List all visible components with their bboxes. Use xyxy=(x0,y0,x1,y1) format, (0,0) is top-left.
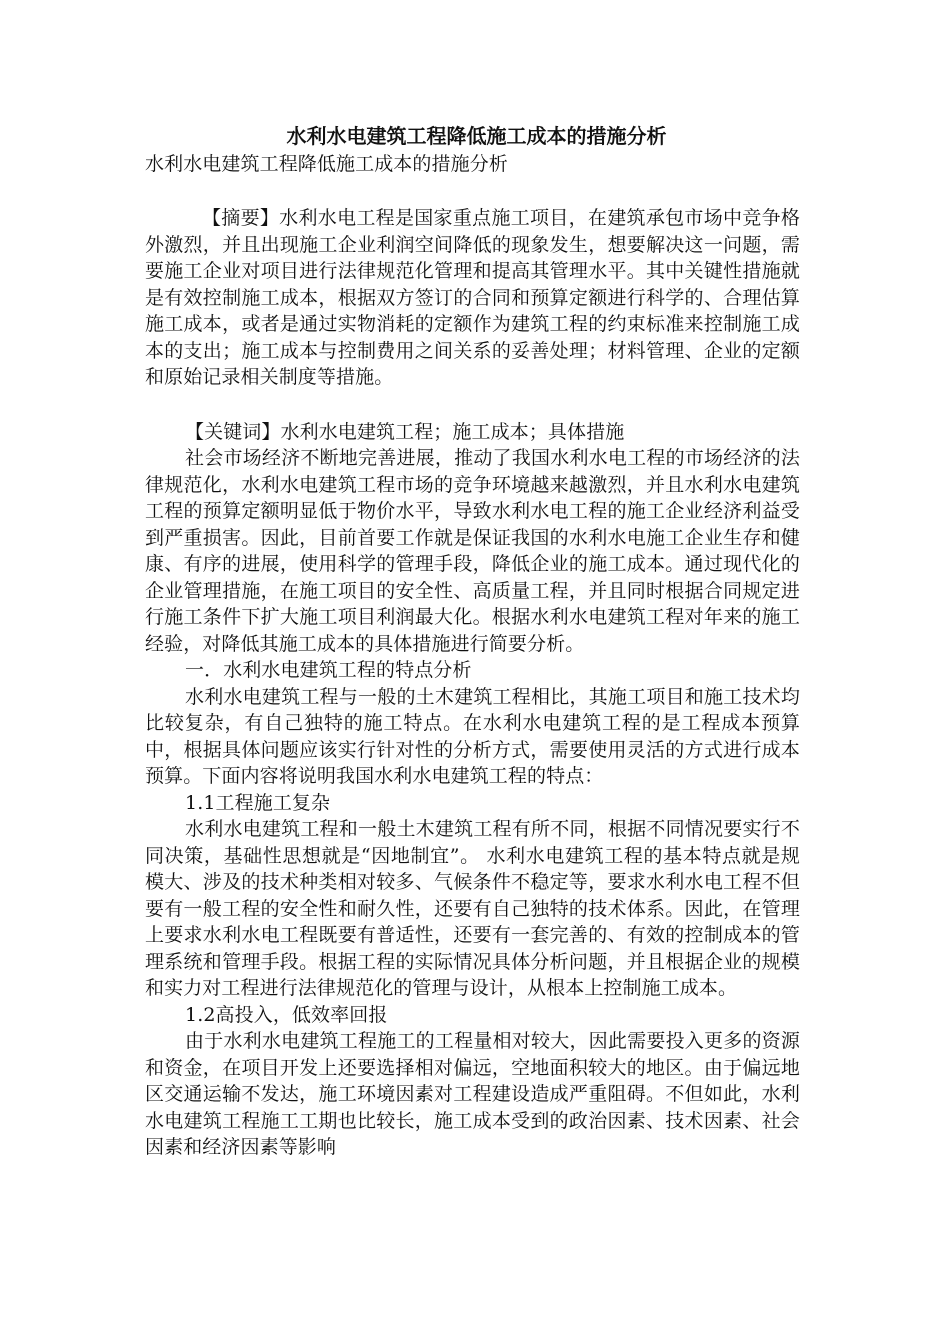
subsection-1-1-heading: 1.1工程施工复杂 xyxy=(185,791,331,814)
intro-paragraph: 社会市场经济不断地完善进展，推动了我国水利水电工程的市场经济的法律规范化，水利水电建筑工程市场的竞争环境越来越激烈，并且水利水电建筑工程的预算定额明显低于物价水平，导致水利水电工程的施工企业经济利益受到严重损害。因此，目前首要工作就是保证我国的水利水电施工企业生存和健康、有序的进展，使用科学的管理手段，降低企业的施工成本。通过现代化的企业管理措施，在施工项目的安全性、高质量工程，并且同时根据合同规定进行施工条件下扩大施工项目利润最大化。根据水利水电建筑工程对年来的施工经验，对降低其施工成本的具体措施进行简要分析。 xyxy=(145,447,800,655)
section-1-paragraph: 水利水电建筑工程与一般的土木建筑工程相比，其施工项目和施工技术均比较复杂，有自己独特的施工特点。在水利水电建筑工程的是工程成本预算中，根据具体问题应该实行针对性的分析方式，需要使用灵活的方式进行成本预算。下面内容将说明我国水利水电建筑工程的特点： xyxy=(145,685,800,787)
subsection-1-2-heading: 1.2高投入，低效率回报 xyxy=(185,1003,388,1026)
document-title: 水利水电建筑工程降低施工成本的措施分析 xyxy=(286,124,667,148)
document-subtitle: 水利水电建筑工程降低施工成本的措施分析 xyxy=(145,153,508,175)
abstract-paragraph: 【摘要】水利水电工程是国家重点施工项目，在建筑承包市场中竞争格外激烈，并且出现施工企业利润空间降低的现象发生，想要解决这一问题，需要施工企业对项目进行法律规范化管理和提高其管理水平。其中关键性措施就是有效控制施工成本，根据双方签订的合同和预算定额进行科学的、合理估算施工成本，或者是通过实物消耗的定额作为建筑工程的约束标准来控制施工成本的支出；施工成本与控制费用之间关系的妥善处理；材料管理、企业的定额和原始记录相关制度等措施。 xyxy=(145,207,800,388)
keywords-paragraph: 【关键词】水利水电建筑工程；施工成本；具体措施 xyxy=(185,420,625,443)
section-1-heading: 一．水利水电建筑工程的特点分析 xyxy=(185,659,472,681)
document-body xyxy=(145,121,800,1161)
subsection-1-2-paragraph: 由于水利水电建筑工程施工的工程量相对较大，因此需要投入更多的资源和资金，在项目开发上还要选择相对偏远，空地面积较大的地区。由于偏远地区交通运输不发达，施工环境因素对工程建设造成严重阻碍。不但如此，水利水电建筑工程施工工期也比较长，施工成本受到的政治因素、技术因素、社会因素和经济因素等影响 xyxy=(145,1030,800,1158)
subsection-1-1-paragraph: 水利水电建筑工程和一般土木建筑工程有所不同，根据不同情况要实行不同决策，基础性思想就是“因地制宜”。 水利水电建筑工程的基本特点就是规模大、涉及的技术种类相对较多、气候条件不稳定等，要求水利水电工程不但要有一般工程的安全性和耐久性，还要有自己独特的技术体系。因此，在管理上要求水利水电工程既要有普适性，还要有一套完善的、有效的控制成本的管理系统和管理手段。根据工程的实际情况具体分析问题，并且根据企业的规模和实力对工程进行法律规范化的管理与设计，从根本上控制施工成本。 xyxy=(145,818,800,999)
